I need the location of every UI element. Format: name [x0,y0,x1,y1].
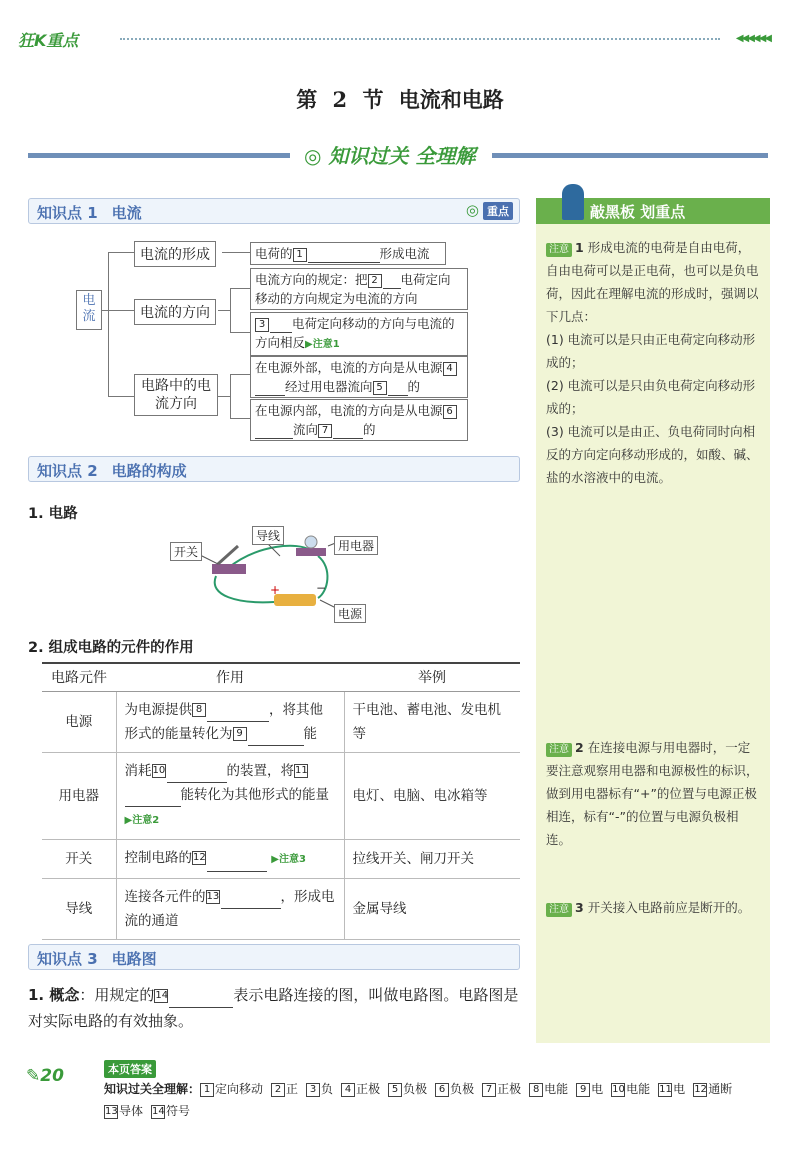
table-row [42,839,520,878]
note-2: 注意 2 在连接电源与用电器时，一定要注意观察用电器和电源极性的标识，做到用电器标有“+”的位置与电源正极相连，标有“-”的位置与电源负极相连。 [546,740,759,847]
answer-item: 9 电 [576,1082,603,1096]
answer-item: 10电能 [612,1082,651,1096]
table-cell: 金属导线 [344,878,520,939]
connector [230,288,231,332]
definition-paragraph: 1. 概念：用规定的14 表示电路连接的图，叫做电路图。电路图是对实际电路的有效抽象。 [28,986,519,1030]
answer-item: 4 正极 [341,1082,380,1096]
teacher-icon [562,184,584,220]
answer-item: 8 电能 [529,1082,568,1096]
fill-box-3: 3 电荷定向移动的方向与电流的方向相反▶注意1 [250,312,468,356]
key-point-badge: 重点 [483,202,513,220]
answer-item: 5 负极 [388,1082,427,1096]
kp2-header: 知识点 2 电路的构成 [28,456,520,482]
page-number: ✎20 [26,1066,64,1086]
label-wire: 导线 [252,526,284,545]
note-1: 注意 1 形成电流的电荷是自由电荷，自由电荷可以是正电荷，也可以是负电荷，因此在理解电流的形成时，强调以下几点： (1) 电流可以是只由正电荷定向移动形成的； (2) 电流可以是只由负电荷定向移动形成的； (3) 电流可以是由正、负电荷同时向相反的方向定向移动形成的，如酸、碱、盐的水溶液中的电流。 [546,240,759,485]
table-cell: 开关 [42,839,116,878]
connector [108,310,134,311]
answer-item: 1 定向移动 [200,1082,263,1096]
table-cell: 消耗10 的装置，将11能转化为其他形式的能量▶注意2 [116,752,344,839]
components-table [42,662,520,940]
battery-plus: + [270,583,281,597]
label-switch: 开关 [170,542,202,561]
branch-formation: 电流的形成 [134,241,216,267]
connector [218,310,230,311]
connector [230,374,231,418]
swirl-icon: ◎ [304,144,322,168]
answer-item: 3 负 [306,1082,333,1096]
table-header: 作用 [116,663,344,691]
note-3: 注意 3 开关接入电路前应是断开的。 [546,896,762,919]
connector [108,252,134,253]
branch-circuit-direction: 电路中的电流方向 [134,374,218,416]
bulb-base [296,548,326,556]
mindmap-root: 电流 [76,290,102,330]
table-cell: 连接各元件的13 ，形成电流的通道 [116,878,344,939]
table-row [42,691,520,752]
table-row [42,752,520,839]
connector [222,252,250,253]
table-cell: 电灯、电脑、电冰箱等 [344,752,520,839]
answer-item: 12通断 [694,1082,733,1096]
connector [230,418,250,419]
bulb-glass [305,536,317,548]
switch-body [212,564,246,574]
table-cell: 控制电路的12 ▶注意3 [116,839,344,878]
fill-box-2: 电流方向的规定：把 2 电荷定向移动的方向规定为电流的方向 [250,268,468,310]
answer-item: 11电 [659,1082,686,1096]
connector [108,252,109,396]
kp1-header: 知识点 1 电流 重点 ◎ [28,198,520,224]
connector [108,396,134,397]
answer-item: 7 正极 [482,1082,521,1096]
table-cell: 拉线开关、闸刀开关 [344,839,520,878]
kp3-header: 知识点 3 电路图 [28,944,520,970]
answers-line: 知识过关全理解： 1 定向移动 2 正 3 负 4 正极 5 负极 6 负极 7 正极 8 电能 9 电 10电能 11电 12通断13导体 14符号 [104,1082,733,1118]
switch-lever [218,546,238,564]
arrow-icon: ◀◀◀◀◀◀ [735,33,770,44]
table-cell: 干电池、蓄电池、发电机等 [344,691,520,752]
connector [230,332,250,333]
connector [218,396,230,397]
table-cell: 电源 [42,691,116,752]
table-header-row [42,663,520,691]
answers-badge: 本页答案 [104,1060,156,1078]
note-badge: 注意 [546,903,572,917]
label-source: 电源 [334,604,366,623]
brand-logo: 狂K重点 [18,31,79,50]
table-header: 电路元件 [42,663,116,691]
label-load: 用电器 [334,536,378,555]
pencil-icon: ✎ [26,1066,41,1086]
header-divider [120,38,720,40]
fill-box-1: 电荷的 1 形成电流 [250,242,446,265]
table-cell: 用电器 [42,752,116,839]
table-cell: 为电源提供 8 ，将其他形式的能量转化为 9 能 [116,691,344,752]
answer-item: 6 负极 [435,1082,474,1096]
note-badge: 注意 [546,743,572,757]
banner-rule-right [492,153,768,158]
page-title: 第 2 节 电流和电路 [296,87,504,112]
answer-item: 2 正 [271,1082,298,1096]
section-banner: ◎ 知识过关 全理解 [298,140,481,169]
note-badge: 注意 [546,243,572,257]
answer-item: 13导体 [105,1104,144,1118]
connector [230,374,250,375]
sidebar-header: 敲黑板 划重点 [536,198,770,224]
banner-rule-left [28,153,290,158]
subsection-components: 2. 组成电路的元件的作用 [28,640,194,656]
fill-box-4: 在电源外部，电流的方向是从电源 4经过用电器流向 5 的 [250,356,468,398]
circuit-wire [215,576,274,602]
branch-direction: 电流的方向 [134,299,216,325]
connector [230,288,250,289]
fill-box-5: 在电源内部，电流的方向是从电源 6流向 7 的 [250,399,468,441]
battery-body [274,594,316,606]
target-icon: ◎ [465,201,479,219]
table-header: 举例 [344,663,520,691]
answer-item: 14符号 [152,1104,191,1118]
table-row [42,878,520,939]
table-cell: 导线 [42,878,116,939]
subsection-circuit: 1. 电路 [28,506,78,522]
battery-minus: − [316,581,327,595]
